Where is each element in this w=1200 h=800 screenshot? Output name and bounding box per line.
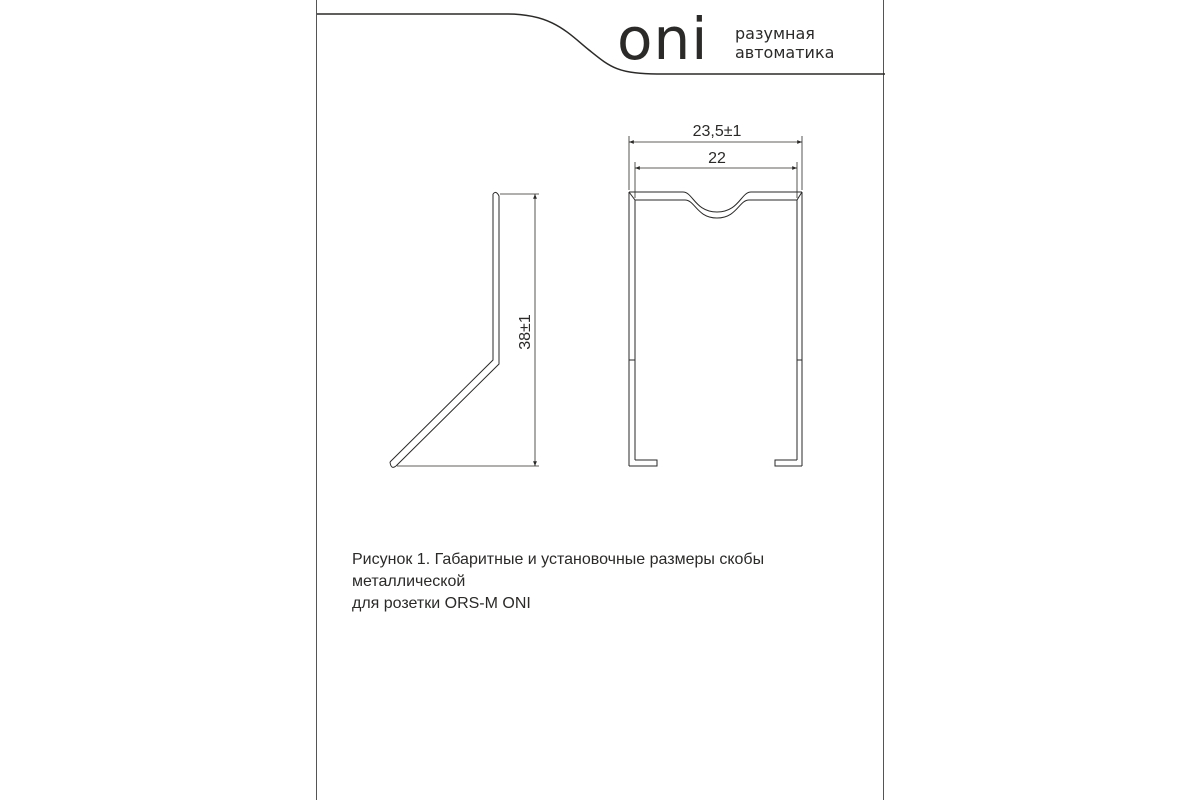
- figure-caption: [352, 549, 872, 615]
- oni-logo: oni: [617, 5, 709, 73]
- technical-drawing: [317, 0, 885, 520]
- inner-width-label: 22: [708, 150, 726, 167]
- front-view-bracket: [629, 192, 802, 466]
- tagline-line-1: разумная: [735, 24, 815, 43]
- width-dimensions: [629, 136, 802, 198]
- caption-line-2: для розетки ORS-M ONI: [352, 595, 531, 612]
- document-page: [316, 0, 884, 800]
- outer-width-label: 23,5±1: [692, 123, 742, 140]
- tagline-line-2: автоматика: [735, 43, 835, 62]
- side-view-bracket: [390, 192, 499, 467]
- height-dimension-label: 38±1: [517, 314, 534, 350]
- caption-line-1: Рисунок 1. Габаритные и установочные размеры скобы металлической: [352, 551, 765, 590]
